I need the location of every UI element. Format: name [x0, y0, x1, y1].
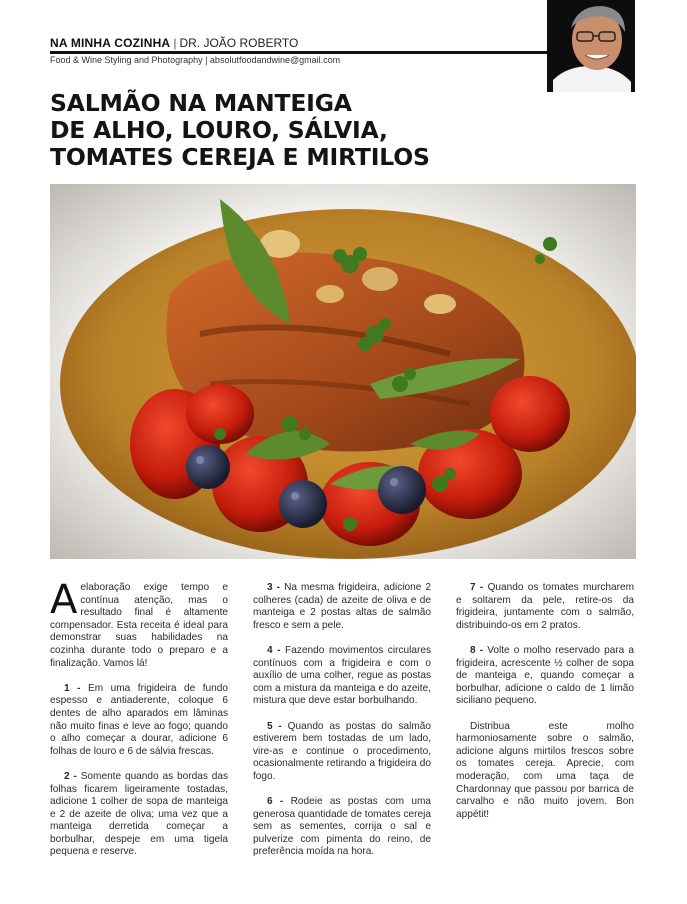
title-line-3: TOMATES CEREJA E MIRTILOS — [50, 143, 430, 171]
step-7 — [456, 582, 634, 632]
step-number: 4 - — [267, 644, 281, 656]
dropcap: A — [50, 577, 78, 623]
step-text: Volte o molho reservado para a frigideira, acrescente ½ colher de sopa de manteiga e, quando começar a borbulhar, adicione o caldo de 1 limão siciliano pequeno. — [456, 644, 634, 707]
author-name: DR. JOÃO ROBERTO — [179, 36, 299, 50]
section-separator: | — [173, 36, 177, 50]
step-text: Quando os tomates murcharem e soltarem da pele, retire-os da frigideira, juntamente com o salmão, distribuindo-os em 2 pratos. — [456, 582, 634, 631]
step-number: 1 - — [64, 682, 81, 694]
header-rule — [50, 51, 547, 54]
column-3 — [456, 582, 634, 834]
title-line-1: SALMÃO NA MANTEIGA — [50, 89, 352, 117]
title-line-2: DE ALHO, LOURO, SÁLVIA, — [50, 116, 388, 144]
tagline: Food & Wine Styling and Photography | absolutfoodandwine@gmail.com — [50, 55, 341, 65]
article-title — [50, 90, 470, 171]
step-1 — [50, 683, 228, 759]
intro-paragraph — [50, 577, 228, 670]
step-number: 3 - — [267, 582, 281, 593]
step-number: 5 - — [267, 720, 282, 732]
step-text: Na mesma frigideira, adicione 2 colheres (cada) de azeite de oliva e de manteiga e 2 postas altas de salmão fresco e sem a pele. — [253, 582, 431, 631]
section-name: NA MINHA COZINHA — [50, 36, 171, 50]
step-number: 2 - — [64, 770, 77, 782]
section-line — [50, 36, 550, 50]
step-2 — [50, 771, 228, 859]
intro-text: elaboração exige tempo e contínua atenção, mas o resultado final é altamente compensador. Esta receita é ideal para demonstrar suas habilidades na cozinha durante todo o preparo e a finalização. Vamos lá! — [50, 582, 228, 669]
closing-paragraph: Distribua este molho harmoniosamente sobre o salmão, adicione alguns mirtilos frescos sobre os tomates cereja. Aprecie, com moderação, com uma taça de Chardonnay que passou por barrica de carvalho e não muito jovem. Bon appétit! — [456, 720, 634, 820]
column-2 — [253, 582, 431, 872]
step-3 — [253, 582, 431, 632]
column-1 — [50, 577, 228, 872]
step-4 — [253, 645, 431, 708]
step-text: Em uma frigideira de fundo espesso e antiaderente, coloque 6 dentes de alho aparados em lâminas não muito finas e leve ao fogo; quando o alho começar a dourar, adicione 6 folhas de louro e 6 de sálvia frescas. — [50, 682, 228, 757]
step-6 — [253, 796, 431, 859]
step-8 — [456, 645, 634, 708]
dish-photo — [50, 184, 636, 559]
step-text: Rodeie as postas com uma generosa quantidade de tomates cereja sem as sementes, corrija o sal e pulverize com pimenta do reino, de preferência moída na hora. — [253, 796, 431, 858]
step-number: 6 - — [267, 796, 284, 808]
step-text: Quando as postas do salmão estiverem bem tostadas de um lado, vire-as e continue o procedimento, ocasionalmente retirando a frigideira do fogo. — [253, 720, 431, 782]
step-5 — [253, 721, 431, 784]
step-text: Fazendo movimentos circulares contínuos com a frigideira e com o auxílio de uma colher, regue as postas com a mistura da manteiga e do azeite, mistura que deve estar borbulhando. — [253, 644, 431, 707]
section-header — [50, 36, 550, 50]
step-text: Somente quando as bordas das folhas ficarem ligeiramente tostadas, adicione 1 colher de sopa de manteiga e 2 de azeite de oliva; uma vez que a manteiga derretida começar a borbulhar, despeje em uma tigela pequena e reserve. — [50, 770, 228, 858]
step-number: 8 - — [470, 644, 484, 656]
author-photo — [547, 0, 635, 92]
step-number: 7 - — [470, 582, 484, 593]
